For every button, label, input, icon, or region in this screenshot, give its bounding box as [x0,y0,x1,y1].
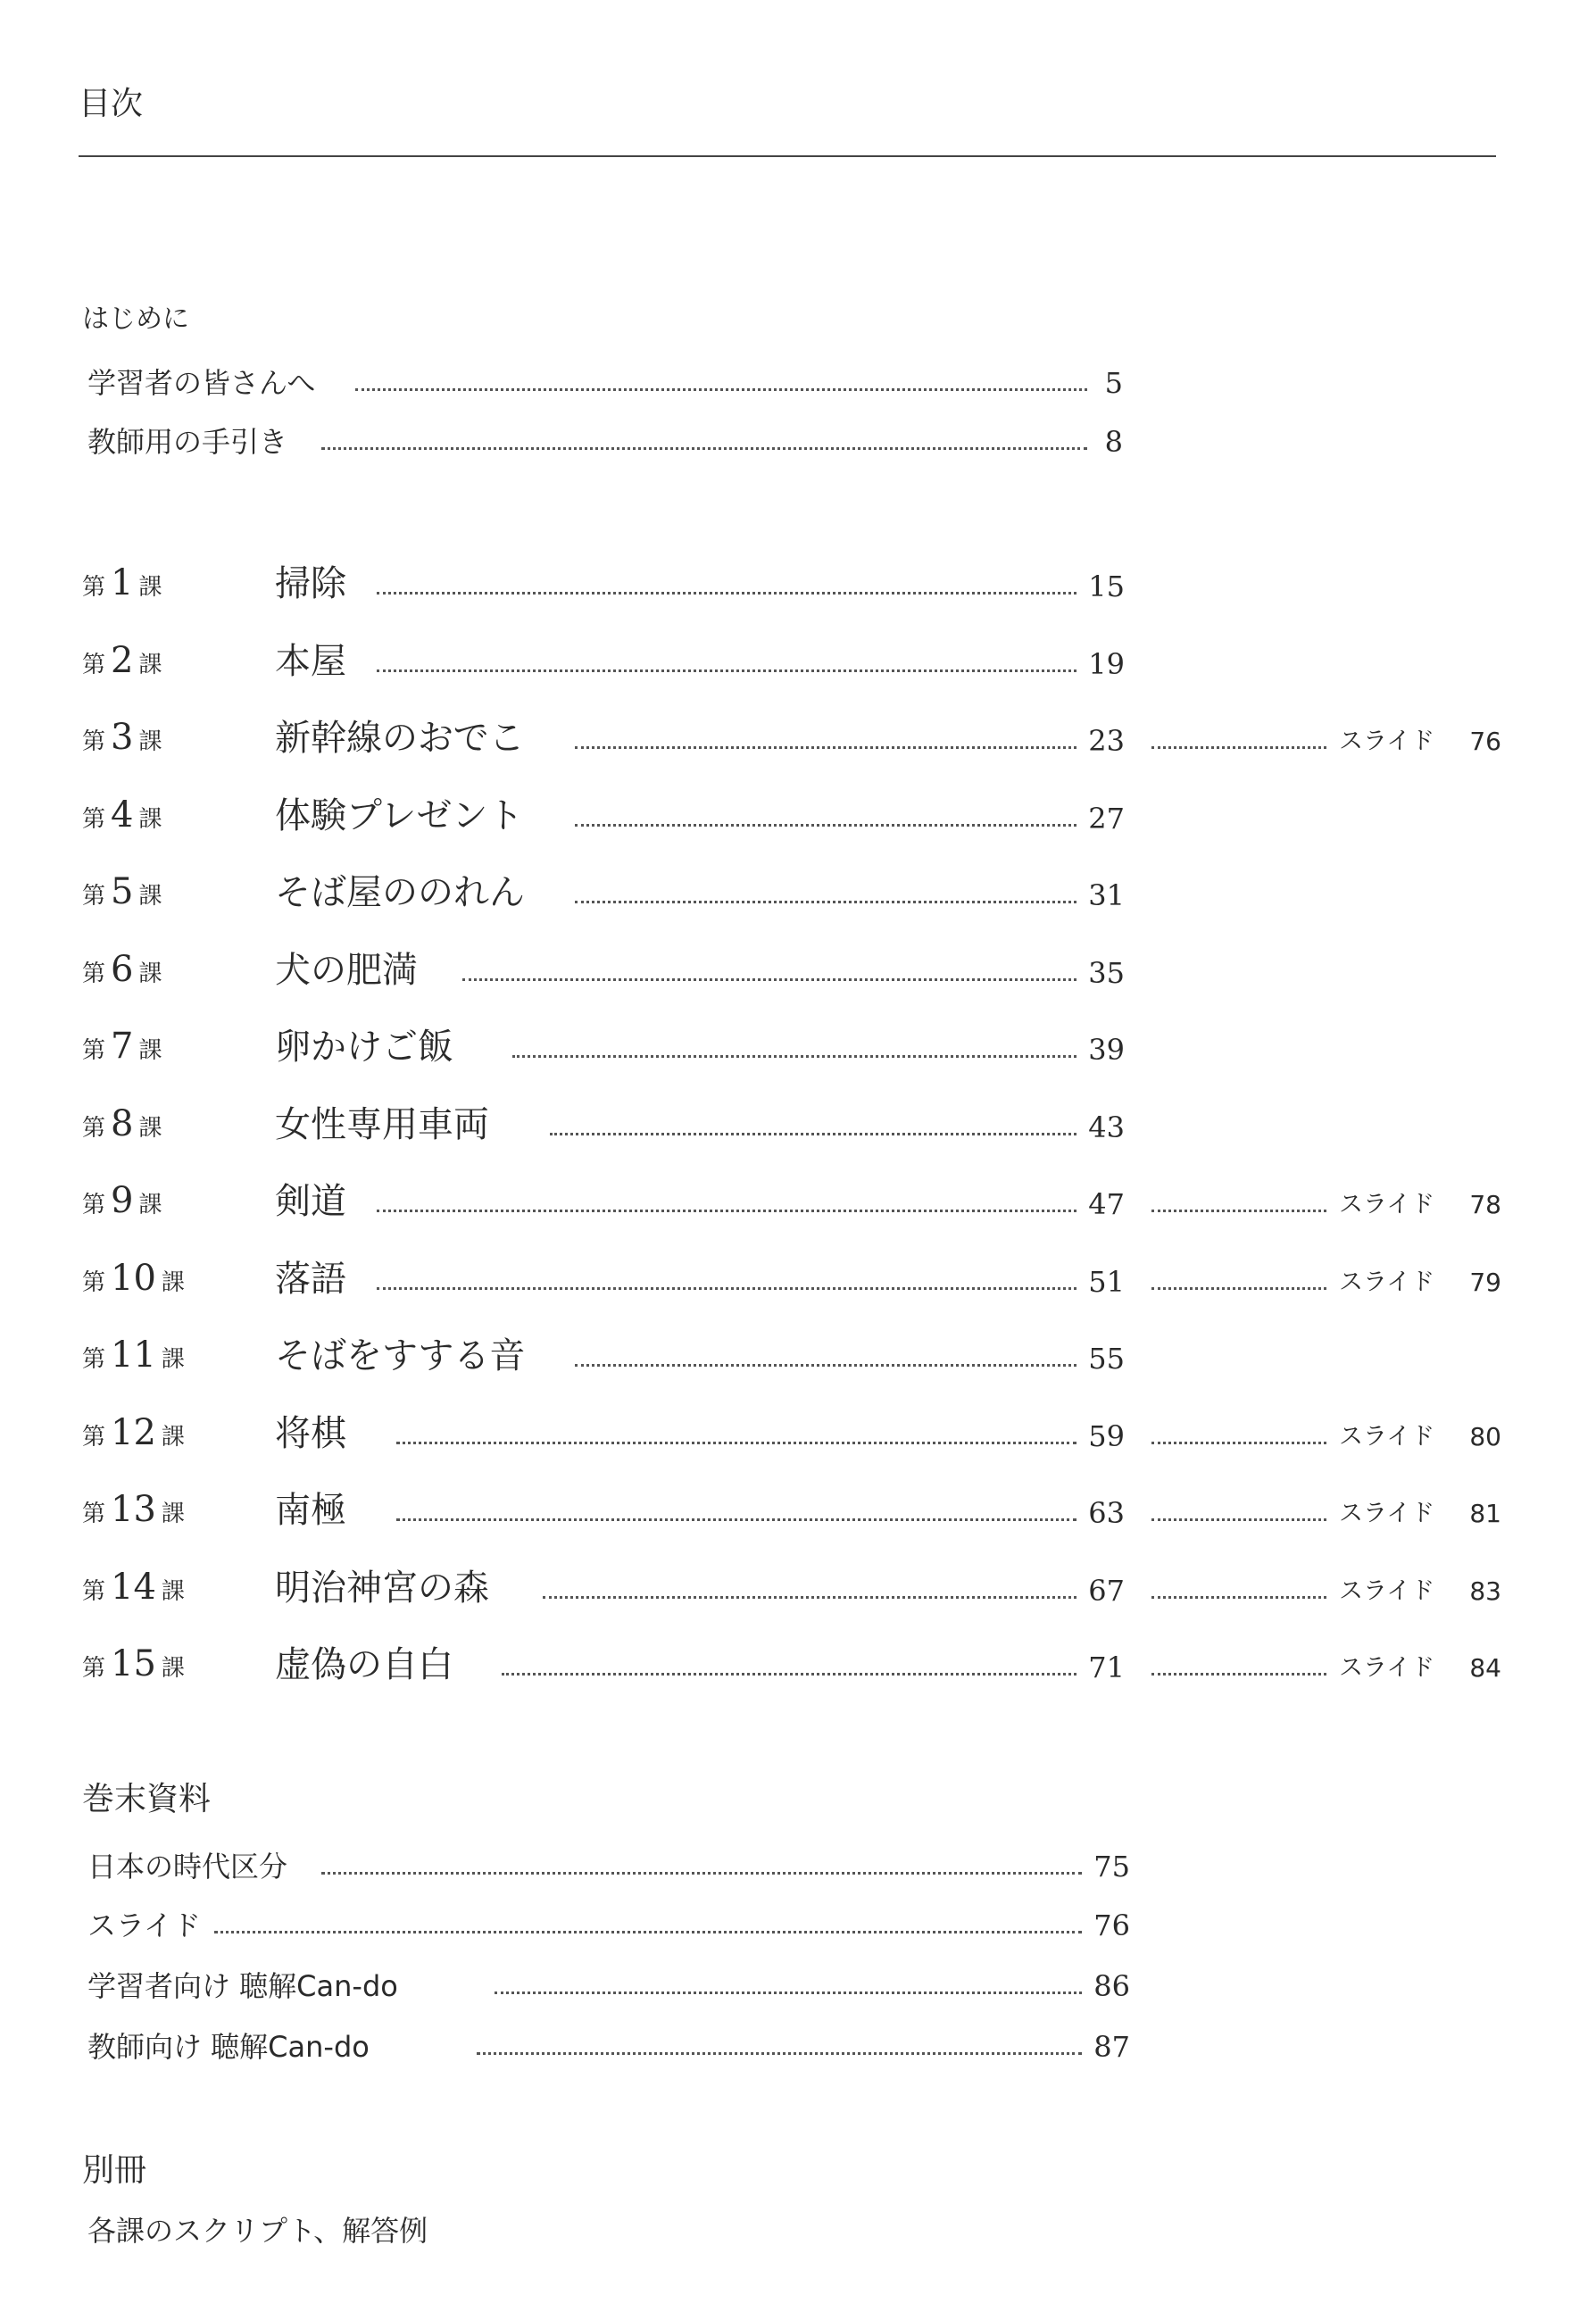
lesson-number [82,1411,185,1455]
slide-label: スライド [1339,1268,1435,1296]
leader-dots [321,447,1087,450]
lesson-number [82,1028,162,1069]
slide-label: スライド [1339,1654,1435,1682]
lesson-title: 南極 [275,1490,346,1531]
slide-leader-dots [1151,1287,1326,1290]
lesson-number [82,1180,162,1223]
page-number: 63 [1088,1496,1125,1530]
toc-entry-supplement[interactable] [0,2201,1596,2255]
lesson-number [82,639,162,683]
toc-entry-appendix-1[interactable] [0,1896,1596,1950]
lesson-prefix: 第 [82,1577,106,1605]
leader-dots [396,1518,1076,1521]
lesson-title: 明治神宮の森 [275,1567,489,1609]
lesson-number-value: 15 [111,1643,156,1684]
page-number: 35 [1088,955,1125,990]
page-title: 目次 [79,86,144,122]
slide-page-number: 78 [1469,1190,1501,1219]
lesson-row-5[interactable] [0,866,1596,919]
entry-title: 教師用の手引き [87,425,288,459]
leader-dots [377,1287,1076,1290]
lesson-row-8[interactable] [0,1098,1596,1152]
lesson-suffix: 課 [138,1037,162,1064]
page-number: 75 [1093,1850,1130,1883]
lesson-number [82,1257,185,1301]
page-number: 59 [1088,1418,1125,1453]
lesson-suffix: 課 [138,574,162,601]
lesson-number-value: 2 [111,639,134,681]
lesson-row-6[interactable] [0,944,1596,997]
page-number: 67 [1088,1573,1125,1608]
lesson-suffix: 課 [161,1423,185,1451]
lesson-suffix: 課 [138,728,162,755]
page-number: 76 [1093,1908,1130,1942]
slide-page-number: 83 [1469,1576,1501,1606]
page-number: 47 [1088,1187,1125,1221]
lesson-prefix: 第 [82,574,106,601]
slide-leader-dots [1151,1673,1326,1676]
leader-dots [495,1992,1082,1994]
entry-title: 学習者の皆さんへ [87,366,316,400]
lesson-title: 新幹線のおでこ [275,718,525,759]
lesson-number-value: 6 [111,948,134,990]
lesson-prefix: 第 [82,1114,106,1142]
leader-dots [550,1133,1076,1135]
lesson-suffix: 課 [161,1346,185,1373]
lesson-suffix: 課 [138,805,162,833]
slide-page-number: 84 [1469,1653,1501,1683]
lesson-prefix: 第 [82,805,106,833]
slide-label: スライド [1339,1191,1435,1218]
slide-label: スライド [1339,728,1435,755]
lesson-row-2[interactable] [0,635,1596,688]
lesson-title: 本屋 [275,640,346,682]
toc-entry-intro-1[interactable] [0,412,1596,466]
page-number: 71 [1088,1651,1125,1684]
toc-entry-appendix-2[interactable] [0,1957,1596,2010]
lesson-title: 剣道 [275,1181,346,1222]
lesson-number-value: 8 [111,1102,134,1144]
lesson-title: 掃除 [275,563,346,604]
entry-title: 教師向け 聴解Can-do [87,2030,370,2064]
supplement-heading: 別冊 [82,2152,147,2189]
lesson-title: 将棋 [275,1412,346,1454]
lesson-prefix: 第 [82,1192,106,1218]
lesson-prefix: 第 [82,1346,106,1373]
entry-title: 学習者向け 聴解Can-do [87,1969,398,2003]
lesson-suffix: 課 [138,1192,162,1218]
lesson-suffix: 課 [138,651,162,678]
intro-heading: はじめに [82,304,189,335]
lesson-number-value: 13 [111,1489,156,1530]
page-number: 8 [1104,425,1123,459]
toc-entry-intro-0[interactable] [0,353,1596,407]
lesson-number [82,562,162,605]
leader-dots [575,746,1076,749]
leader-dots [377,592,1076,595]
lesson-number-value: 3 [111,717,134,758]
lesson-suffix: 課 [138,1114,162,1142]
lesson-row-1[interactable] [0,557,1596,611]
lesson-suffix: 課 [161,1268,185,1296]
lesson-title: 体験プレゼント [275,794,524,836]
lesson-number [82,794,162,837]
slide-leader-dots [1151,1596,1326,1599]
leader-dots [396,1442,1076,1444]
lesson-suffix: 課 [161,1577,185,1605]
slide-leader-dots [1151,746,1326,749]
leader-dots [377,669,1076,672]
lesson-prefix: 第 [82,728,106,755]
lesson-row-9[interactable] [0,1175,1596,1228]
lesson-title: 犬の肥満 [275,949,418,991]
lesson-number [82,948,162,992]
leader-dots [462,978,1076,981]
lesson-prefix: 第 [82,1655,106,1682]
lesson-number [82,871,162,914]
page-number: 87 [1093,2030,1130,2064]
lesson-number [82,1643,185,1686]
leader-dots [575,1364,1076,1367]
lesson-number [82,1102,162,1146]
lesson-row-3[interactable] [0,711,1596,765]
slide-leader-dots [1151,1518,1326,1521]
page-number: 23 [1088,724,1125,758]
lesson-row-10[interactable] [0,1252,1596,1306]
slide-label: スライド [1339,1576,1435,1605]
lesson-number-value: 10 [111,1257,156,1299]
lesson-number-value: 5 [111,871,134,912]
slide-page-number: 81 [1469,1499,1501,1528]
toc-entry-appendix-0[interactable] [0,1837,1596,1891]
lesson-number [82,1566,185,1609]
slide-label: スライド [1339,1422,1435,1451]
slide-page-number: 80 [1469,1421,1501,1451]
lesson-number-value: 7 [111,1026,134,1067]
lesson-number-value: 1 [111,562,134,603]
lesson-row-12[interactable] [0,1407,1596,1460]
lesson-title: そばをすする音 [275,1335,526,1376]
page-number: 86 [1093,1969,1130,2003]
lesson-title: 女性専用車両 [275,1103,489,1145]
page-number: 19 [1088,646,1125,681]
page-number: 31 [1088,878,1125,912]
slide-page-number: 76 [1469,727,1501,756]
page-number: 55 [1088,1342,1125,1376]
lesson-number-value: 9 [111,1180,134,1221]
lesson-row-11[interactable] [0,1329,1596,1383]
lesson-title: 虚偽の自白 [275,1644,453,1685]
entry-title: スライド [87,1908,202,1942]
lesson-row-13[interactable] [0,1484,1596,1537]
leader-dots [575,901,1076,903]
lesson-number [82,719,162,760]
page-number: 27 [1088,801,1125,836]
lesson-number-value: 12 [111,1411,156,1453]
lesson-prefix: 第 [82,960,106,987]
leader-dots [377,1210,1076,1212]
lesson-row-4[interactable] [0,789,1596,843]
entry-title: 各課のスクリプト、解答例 [87,2214,428,2248]
lesson-suffix: 課 [138,960,162,987]
slide-page-number: 79 [1469,1267,1501,1297]
lesson-number-value: 14 [111,1566,156,1608]
lesson-number-value: 4 [111,794,134,836]
lesson-title: そば屋ののれん [275,872,525,913]
toc-entry-appendix-3[interactable] [0,2017,1596,2071]
page-number: 43 [1088,1110,1125,1144]
page-number: 5 [1104,366,1123,400]
leader-dots [214,1931,1082,1933]
lesson-prefix: 第 [82,1423,106,1451]
page-number: 15 [1088,570,1125,603]
slide-label: スライド [1339,1500,1435,1527]
lesson-row-15[interactable] [0,1638,1596,1692]
title-divider [79,155,1496,157]
lesson-suffix: 課 [138,883,162,910]
lesson-title: 卵かけご飯 [275,1027,453,1068]
lesson-prefix: 第 [82,1268,106,1296]
entry-title: 日本の時代区分 [87,1850,288,1883]
lesson-prefix: 第 [82,1501,106,1527]
lesson-prefix: 第 [82,651,106,678]
leader-dots [575,824,1076,827]
lesson-suffix: 課 [161,1501,185,1527]
lesson-number-value: 11 [111,1335,156,1376]
lesson-number [82,1337,185,1377]
leader-dots [512,1055,1076,1058]
leader-dots [477,2052,1082,2055]
page-number: 51 [1088,1264,1125,1299]
lesson-number [82,1489,185,1532]
slide-leader-dots [1151,1210,1326,1212]
slide-leader-dots [1151,1442,1326,1444]
lesson-prefix: 第 [82,883,106,910]
lesson-row-14[interactable] [0,1561,1596,1615]
lesson-prefix: 第 [82,1037,106,1064]
leader-dots [321,1872,1082,1875]
appendix-heading: 巻末資料 [82,1781,212,1817]
page-number: 39 [1088,1033,1125,1067]
lesson-row-7[interactable] [0,1020,1596,1074]
lesson-suffix: 課 [161,1655,185,1682]
leader-dots [355,388,1087,391]
leader-dots [543,1596,1076,1599]
lesson-title: 落語 [275,1258,346,1300]
leader-dots [502,1673,1076,1676]
